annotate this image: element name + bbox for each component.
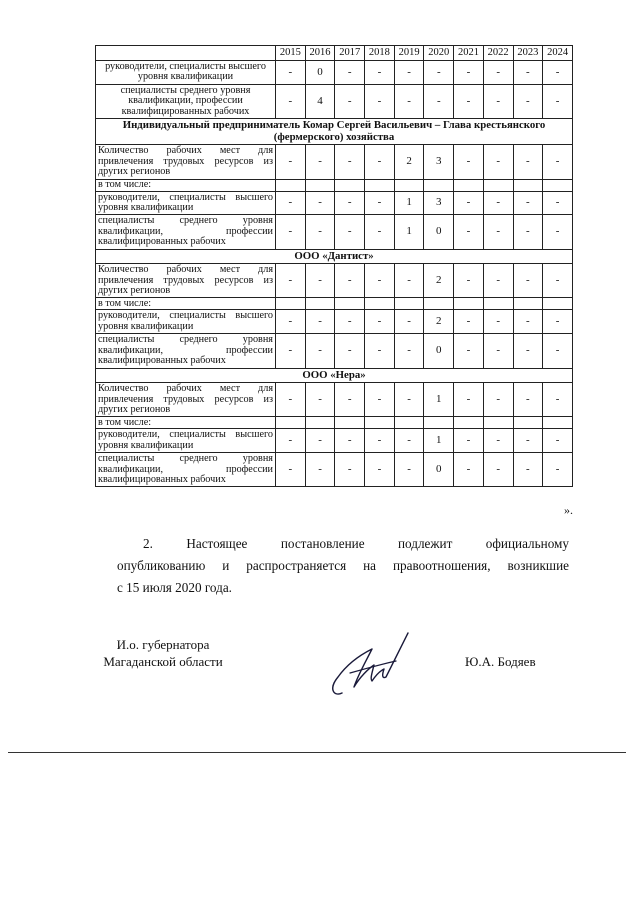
value-cell: -	[483, 429, 513, 453]
row-label: специалисты среднего уровня квалификации, профессии квалифицированных рабочих	[96, 453, 276, 487]
empty-cell	[305, 179, 335, 191]
closing-quote: ».	[564, 503, 573, 517]
value-cell: -	[394, 334, 424, 368]
value-cell: -	[454, 383, 484, 417]
empty-cell	[276, 417, 306, 429]
subheader-row	[96, 179, 573, 191]
value-cell: -	[543, 61, 573, 85]
value-cell: -	[305, 334, 335, 368]
value-cell: -	[305, 264, 335, 298]
year-header: 2023	[513, 46, 543, 61]
value-cell: -	[276, 264, 306, 298]
value-cell: -	[365, 264, 395, 298]
empty-cell	[365, 298, 395, 310]
row-label: руководители, специалисты высшего уровня квалификации	[96, 61, 276, 85]
value-cell: -	[483, 264, 513, 298]
value-cell: -	[454, 310, 484, 334]
value-cell: -	[394, 383, 424, 417]
value-cell: -	[365, 61, 395, 85]
value-cell: 0	[424, 334, 454, 368]
row-label: руководители, специалисты высшего уровня квалификации	[96, 191, 276, 215]
value-cell: 0	[424, 453, 454, 487]
value-cell: -	[276, 453, 306, 487]
position-line: И.о. губернатора	[116, 637, 210, 652]
section-header-row	[96, 119, 573, 145]
empty-cell	[365, 417, 395, 429]
year-header: 2022	[483, 46, 513, 61]
empty-cell	[394, 179, 424, 191]
year-header: 2024	[543, 46, 573, 61]
value-cell: -	[335, 429, 365, 453]
value-cell: 1	[424, 429, 454, 453]
row-label: Количество рабочих мест для привлечения трудовых ресурсов из других регионов	[96, 145, 276, 179]
year-header: 2018	[365, 46, 395, 61]
value-cell: -	[543, 310, 573, 334]
empty-cell	[543, 417, 573, 429]
empty-cell	[513, 417, 543, 429]
subheader-row	[96, 298, 573, 310]
empty-cell	[483, 417, 513, 429]
paragraph-line: с 15 июля 2020 года.	[117, 580, 232, 595]
header-label-cell	[96, 46, 276, 61]
row-label: специалисты среднего уровня квалификации, профессии квалифицированных рабочих	[96, 215, 276, 249]
paragraph-line: опубликованию и распространяется на правоотношения, возникшие	[117, 558, 569, 573]
table-row	[96, 453, 573, 487]
row-label: руководители, специалисты высшего уровня квалификации	[96, 310, 276, 334]
value-cell: -	[394, 429, 424, 453]
paragraph-line: 2. Настоящее постановление подлежит официальному	[143, 536, 569, 551]
value-cell: -	[424, 84, 454, 118]
value-cell: -	[513, 145, 543, 179]
subheader-label: в том числе:	[96, 179, 276, 191]
value-cell: -	[483, 383, 513, 417]
value-cell: -	[305, 145, 335, 179]
value-cell: -	[454, 429, 484, 453]
value-cell: -	[483, 453, 513, 487]
empty-cell	[454, 179, 484, 191]
year-header: 2015	[276, 46, 306, 61]
year-header: 2016	[305, 46, 335, 61]
value-cell: -	[276, 310, 306, 334]
value-cell: -	[365, 84, 395, 118]
table-row	[96, 191, 573, 215]
year-header: 2017	[335, 46, 365, 61]
empty-cell	[335, 417, 365, 429]
year-header: 2021	[454, 46, 484, 61]
value-cell: -	[513, 310, 543, 334]
value-cell: -	[276, 191, 306, 215]
value-cell: -	[513, 84, 543, 118]
empty-cell	[483, 298, 513, 310]
value-cell: -	[335, 61, 365, 85]
row-label: руководители, специалисты высшего уровня квалификации	[96, 429, 276, 453]
value-cell: 3	[424, 145, 454, 179]
empty-cell	[335, 179, 365, 191]
value-cell: -	[335, 453, 365, 487]
value-cell: -	[424, 61, 454, 85]
table-row	[96, 264, 573, 298]
value-cell: -	[335, 310, 365, 334]
value-cell: 0	[424, 215, 454, 249]
value-cell: -	[483, 215, 513, 249]
value-cell: -	[454, 84, 484, 118]
value-cell: -	[543, 145, 573, 179]
value-cell: -	[365, 334, 395, 368]
empty-cell	[454, 298, 484, 310]
organization-title: ООО «Нера»	[96, 368, 573, 383]
value-cell: 1	[394, 191, 424, 215]
value-cell: -	[483, 310, 513, 334]
value-cell: -	[305, 383, 335, 417]
table-row	[96, 310, 573, 334]
row-label: Количество рабочих мест для привлечения трудовых ресурсов из других регионов	[96, 383, 276, 417]
value-cell: 2	[424, 310, 454, 334]
value-cell: 3	[424, 191, 454, 215]
value-cell: -	[276, 429, 306, 453]
empty-cell	[424, 417, 454, 429]
value-cell: -	[543, 84, 573, 118]
value-cell: -	[394, 264, 424, 298]
row-label: специалисты среднего уровня квалификации, профессии квалифицированных рабочих	[96, 84, 276, 118]
value-cell: -	[276, 334, 306, 368]
value-cell: -	[305, 453, 335, 487]
empty-cell	[543, 179, 573, 191]
section-header-row	[96, 249, 573, 264]
empty-cell	[543, 298, 573, 310]
value-cell: -	[335, 215, 365, 249]
value-cell: -	[543, 383, 573, 417]
value-cell: -	[305, 429, 335, 453]
value-cell: -	[513, 383, 543, 417]
value-cell: -	[543, 334, 573, 368]
value-cell: -	[454, 264, 484, 298]
value-cell: -	[394, 84, 424, 118]
value-cell: -	[394, 310, 424, 334]
footer-rule	[8, 752, 626, 753]
row-label: специалисты среднего уровня квалификации, профессии квалифицированных рабочих	[96, 334, 276, 368]
table-row	[96, 215, 573, 249]
table-row	[96, 145, 573, 179]
empty-cell	[483, 179, 513, 191]
value-cell: -	[365, 191, 395, 215]
value-cell: -	[394, 453, 424, 487]
value-cell: -	[276, 145, 306, 179]
organization-title: Индивидуальный предприниматель Комар Сергей Васильевич – Глава крестьянского (фермерского) хозяйства	[96, 119, 573, 145]
empty-cell	[394, 298, 424, 310]
value-cell: -	[513, 264, 543, 298]
value-cell: -	[483, 145, 513, 179]
empty-cell	[305, 417, 335, 429]
value-cell: -	[513, 429, 543, 453]
value-cell: -	[365, 215, 395, 249]
table-row	[96, 334, 573, 368]
table-row	[96, 61, 573, 85]
value-cell: 0	[305, 61, 335, 85]
value-cell: -	[276, 84, 306, 118]
value-cell: -	[305, 310, 335, 334]
value-cell: -	[365, 145, 395, 179]
year-header: 2020	[424, 46, 454, 61]
subheader-label: в том числе:	[96, 298, 276, 310]
subheader-label: в том числе:	[96, 417, 276, 429]
value-cell: -	[454, 453, 484, 487]
handwritten-signature-icon	[320, 625, 420, 700]
value-cell: -	[513, 191, 543, 215]
year-header: 2019	[394, 46, 424, 61]
value-cell: -	[454, 191, 484, 215]
value-cell: -	[483, 334, 513, 368]
value-cell: -	[454, 334, 484, 368]
value-cell: -	[543, 215, 573, 249]
value-cell: -	[276, 215, 306, 249]
value-cell: -	[454, 145, 484, 179]
value-cell: -	[335, 145, 365, 179]
empty-cell	[365, 179, 395, 191]
table-row	[96, 84, 573, 118]
value-cell: -	[543, 191, 573, 215]
value-cell: -	[483, 84, 513, 118]
signatory-position	[93, 636, 233, 670]
empty-cell	[394, 417, 424, 429]
value-cell: -	[483, 191, 513, 215]
employment-table	[95, 45, 573, 487]
value-cell: -	[365, 383, 395, 417]
organization-title: ООО «Дантист»	[96, 249, 573, 264]
table-row	[96, 429, 573, 453]
value-cell: 1	[424, 383, 454, 417]
value-cell: -	[454, 61, 484, 85]
value-cell: -	[365, 453, 395, 487]
subheader-row	[96, 417, 573, 429]
value-cell: 1	[394, 215, 424, 249]
empty-cell	[305, 298, 335, 310]
section-header-row	[96, 368, 573, 383]
value-cell: -	[513, 334, 543, 368]
empty-cell	[454, 417, 484, 429]
empty-cell	[276, 298, 306, 310]
paragraph-2	[117, 533, 569, 599]
value-cell: -	[513, 453, 543, 487]
value-cell: -	[394, 61, 424, 85]
value-cell: -	[305, 215, 335, 249]
position-line: Магаданской области	[103, 654, 223, 669]
value-cell: -	[335, 334, 365, 368]
row-label: Количество рабочих мест для привлечения трудовых ресурсов из других регионов	[96, 264, 276, 298]
empty-cell	[335, 298, 365, 310]
empty-cell	[276, 179, 306, 191]
value-cell: -	[276, 383, 306, 417]
empty-cell	[513, 179, 543, 191]
signatory-name: Ю.А. Бодяев	[465, 654, 536, 669]
value-cell: -	[305, 191, 335, 215]
value-cell: -	[543, 429, 573, 453]
table-row	[96, 383, 573, 417]
value-cell: 2	[424, 264, 454, 298]
year-header-row	[96, 46, 573, 61]
value-cell: -	[276, 61, 306, 85]
value-cell: 4	[305, 84, 335, 118]
value-cell: -	[365, 429, 395, 453]
value-cell: -	[513, 215, 543, 249]
empty-cell	[513, 298, 543, 310]
value-cell: -	[543, 264, 573, 298]
value-cell: -	[365, 310, 395, 334]
empty-cell	[424, 179, 454, 191]
value-cell: -	[483, 61, 513, 85]
value-cell: -	[335, 84, 365, 118]
value-cell: -	[335, 191, 365, 215]
value-cell: -	[335, 383, 365, 417]
value-cell: -	[543, 453, 573, 487]
value-cell: -	[454, 215, 484, 249]
value-cell: -	[335, 264, 365, 298]
empty-cell	[424, 298, 454, 310]
value-cell: 2	[394, 145, 424, 179]
value-cell: -	[513, 61, 543, 85]
